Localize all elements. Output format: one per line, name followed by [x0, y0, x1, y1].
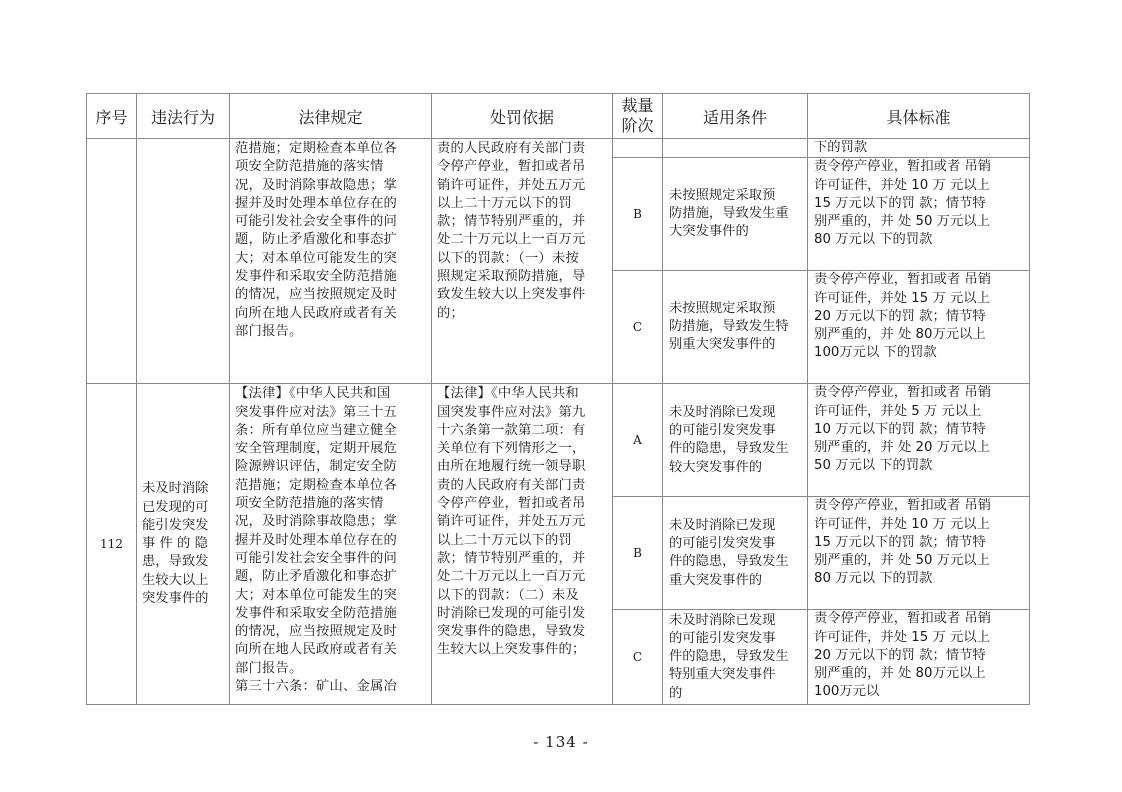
level-cell: C [613, 271, 663, 384]
table-row [87, 384, 1030, 497]
item-number: 112 [87, 384, 137, 705]
standard-cell: 下的罚款 [808, 139, 1030, 158]
condition-cell: 未按照规定采取预 防措施，导致发生重 大突发事件的 [663, 158, 808, 271]
basis-cell: 责的人民政府有关部门责 令停产停业，暂扣或者吊 销许可证件，并处五万元 以上二十万元以下的罚 款；情节特别严重的，并 处二十万元以上一百万元 以下的罚款：（一）未按 照规定采取预防措施，导 致发生较大以上突发事件 的； [432, 139, 613, 384]
header-standard: 具体标准 [808, 94, 1030, 139]
level-cell: B [613, 497, 663, 610]
header-act: 违法行为 [137, 94, 230, 139]
header-row [87, 94, 1030, 139]
header-level: 裁量 阶次 [613, 94, 663, 139]
condition-cell: 未及时消除已发现 的可能引发突发事 件的隐患，导致发生 特别重大突发事件 的 [663, 610, 808, 705]
standard-cell: 责令停产停业，暂扣或者 吊销 许可证件，并处 10 万 元以上 15 万元以下的罚 款；情节特 别严重的，并 处 50 万元以上 80 万元以 下的罚款 [808, 497, 1030, 610]
penalty-table [86, 93, 1030, 705]
header-law: 法律规定 [230, 94, 432, 139]
level-cell: A [613, 384, 663, 497]
level-cell: C [613, 610, 663, 705]
act-cell: 未及时消除 已发现的可 能引发突发 事 件 的 隐 患，导致发 生较大以上 突发事件的 [137, 384, 230, 705]
standard-cell: 责令停产停业，暂扣或者 吊销 许可证件，并处 15 万 元以上 20 万元以下的罚 款；情节特 别严重的，并 处 80万元以上 100万元以 下的罚款 [808, 271, 1030, 384]
basis-cell: 【法律】《中华人民共和 国突发事件应对法》第九 十六条第一款第二项：有 关单位有下列情形之一， 由所在地履行统一领导职 责的人民政府有关部门责 令停产停业，暂扣或者吊 销许可证件，并处五万元 以上二十万元以下的罚 款；情节特别严重的，并 处二十万元以上一百万元 以下的罚款：（二）未及 时消除已发现的可能引发 突发事件的隐患，导致发 生较大以上突发事件的； [432, 384, 613, 705]
table-row [87, 139, 1030, 158]
condition-cell: 未及时消除已发现 的可能引发突发事 件的隐患，导致发生 较大突发事件的 [663, 384, 808, 497]
no-cell [87, 139, 137, 384]
condition-cell: 未按照规定采取预 防措施，导致发生特 别重大突发事件的 [663, 271, 808, 384]
standard-cell: 责令停产停业，暂扣或者 吊销 许可证件，并处 5 万 元以上 10 万元以下的罚 款；情节特 别严重的，并 处 20 万元以上 50 万元以 下的罚款 [808, 384, 1030, 497]
header-condition: 适用条件 [663, 94, 808, 139]
page-number: - 134 - [533, 733, 589, 751]
condition-cell: 未及时消除已发现 的可能引发突发事 件的隐患，导致发生 重大突发事件的 [663, 497, 808, 610]
law-cell: 范措施；定期检查本单位各 项安全防范措施的落实情 况，及时消除事故隐患；掌 握并及时处理本单位存在的 可能引发社会安全事件的问 题，防止矛盾激化和事态扩 大；对本单位可能发生的突 发事件和采取安全防范措施 的情况，应当按照规定及时 向所在地人民政府或者有关 部门报告。 [230, 139, 432, 384]
act-cell [137, 139, 230, 384]
level-cell: B [613, 158, 663, 271]
level-cell [613, 139, 663, 158]
condition-cell [663, 139, 808, 158]
header-basis: 处罚依据 [432, 94, 613, 139]
law-cell: 【法律】《中华人民共和国 突发事件应对法》第三十五 条：所有单位应当建立健全 安全管理制度，定期开展危 险源辨识评估，制定安全防 范措施；定期检查本单位各 项安全防范措施的落实情 况，及时消除事故隐患；掌 握并及时处理本单位存在的 可能引发社会安全事件的问 题，防止矛盾激化和事态扩 大；对本单位可能发生的突 发事件和采取安全防范措施 的情况，应当按照规定及时 向所在地人民政府或者有关 部门报告。 第三十六条：矿山、金属冶 [230, 384, 432, 705]
standard-cell: 责令停产停业，暂扣或者 吊销 许可证件，并处 15 万 元以上 20 万元以下的罚 款；情节特 别严重的，并 处 80万元以上 100万元以 [808, 610, 1030, 705]
header-no: 序号 [87, 94, 137, 139]
standard-cell: 责令停产停业，暂扣或者 吊销 许可证件，并处 10 万 元以上 15 万元以下的罚 款；情节特 别严重的，并 处 50 万元以上 80 万元以 下的罚款 [808, 158, 1030, 271]
